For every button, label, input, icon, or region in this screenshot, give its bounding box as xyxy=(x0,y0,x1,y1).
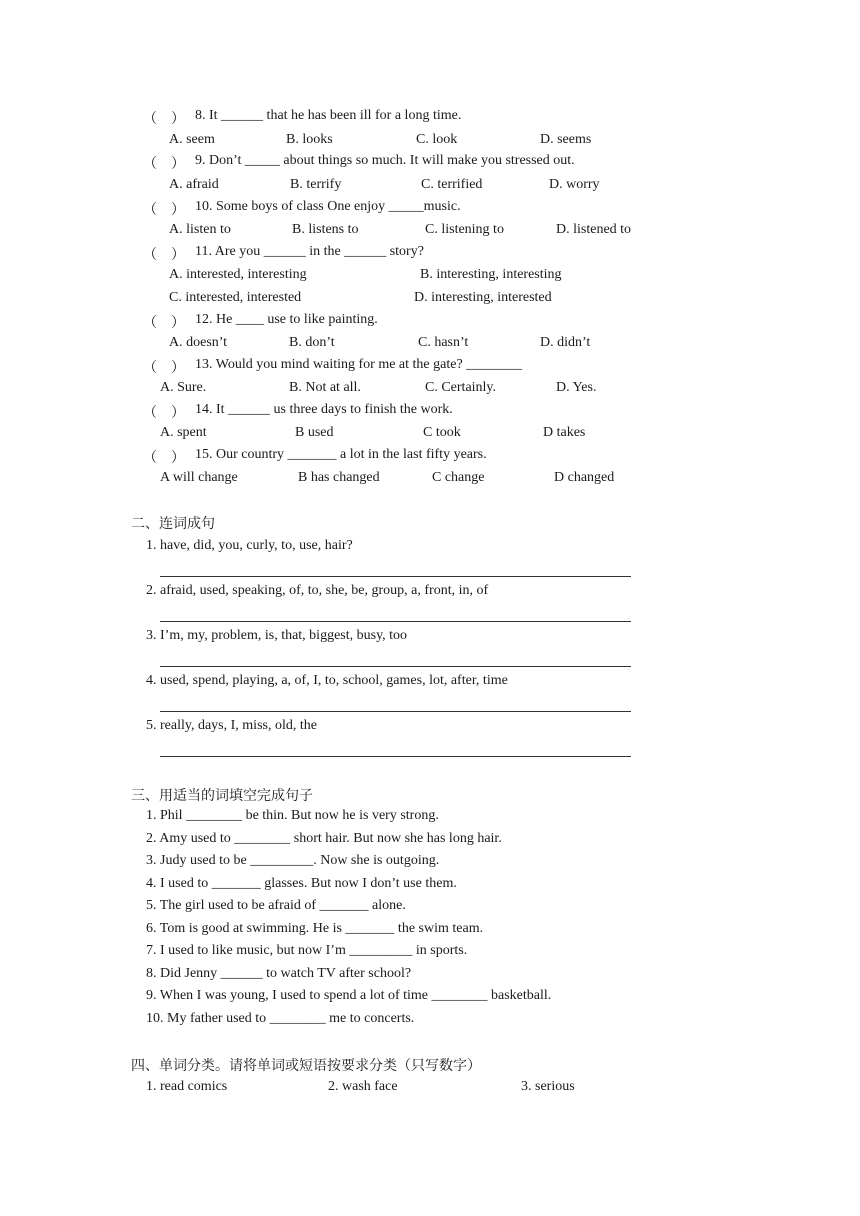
option-d[interactable]: D takes xyxy=(543,425,586,440)
option-a[interactable]: A. listen to xyxy=(169,222,231,237)
section-heading: 四、单词分类。请将单词或短语按要求分类（只写数字） xyxy=(131,1059,481,1074)
answer-line[interactable] xyxy=(160,576,631,577)
question-stem: 14. It ______ us three days to finish the work. xyxy=(195,402,453,417)
list-item: 8. Did Jenny ______ to watch TV after school? xyxy=(146,966,412,981)
option-d[interactable]: D. Yes. xyxy=(556,380,597,395)
option-d[interactable]: D changed xyxy=(554,470,615,485)
option-b[interactable]: B. terrify xyxy=(290,177,342,192)
option-a[interactable]: A. seem xyxy=(169,132,215,147)
list-item: 2. Amy used to ________ short hair. But now she has long hair. xyxy=(146,831,502,846)
answer-bracket[interactable]: （ ） xyxy=(143,316,185,331)
option-c[interactable]: C took xyxy=(423,425,461,440)
option-d[interactable]: D. seems xyxy=(540,132,592,147)
list-item: 1. Phil ________ be thin. But now he is very strong. xyxy=(146,808,439,823)
option-b[interactable]: B. Not at all. xyxy=(289,380,361,395)
option-b[interactable]: B. don’t xyxy=(289,335,335,350)
list-item: 5. really, days, I, miss, old, the xyxy=(146,718,317,733)
option-b[interactable]: B. listens to xyxy=(292,222,359,237)
question-stem: 8. It ______ that he has been ill for a long time. xyxy=(195,108,462,123)
answer-bracket[interactable]: （ ） xyxy=(143,406,185,421)
option-a[interactable]: A. Sure. xyxy=(160,380,207,395)
answer-line[interactable] xyxy=(160,621,631,622)
list-item: 6. Tom is good at swimming. He is _______ the swim team. xyxy=(146,921,484,936)
answer-bracket[interactable]: （ ） xyxy=(143,112,185,127)
answer-bracket[interactable]: （ ） xyxy=(143,361,185,376)
question-stem: 15. Our country _______ a lot in the last fifty years. xyxy=(195,447,487,462)
option-c[interactable]: C. listening to xyxy=(425,222,504,237)
list-item: 3. serious xyxy=(521,1079,575,1094)
question-stem: 10. Some boys of class One enjoy _____music. xyxy=(195,199,461,214)
option-c[interactable]: C. interested, interested xyxy=(169,290,302,305)
option-c[interactable]: C. Certainly. xyxy=(425,380,497,395)
option-c[interactable]: C. hasn’t xyxy=(418,335,469,350)
option-b[interactable]: B. interesting, interesting xyxy=(420,267,562,282)
option-c[interactable]: C change xyxy=(432,470,485,485)
option-a[interactable]: A. afraid xyxy=(169,177,219,192)
list-item: 9. When I was young, I used to spend a lot of time ________ basketball. xyxy=(146,988,552,1003)
list-item: 3. I’m, my, problem, is, that, biggest, busy, too xyxy=(146,628,408,643)
option-a[interactable]: A. doesn’t xyxy=(169,335,228,350)
list-item: 3. Judy used to be _________. Now she is outgoing. xyxy=(146,853,440,868)
option-b[interactable]: B has changed xyxy=(298,470,380,485)
option-d[interactable]: D. worry xyxy=(549,177,600,192)
option-d[interactable]: D. interesting, interested xyxy=(414,290,552,305)
list-item: 2. afraid, used, speaking, of, to, she, be, group, a, front, in, of xyxy=(146,583,489,598)
list-item: 5. The girl used to be afraid of _______ alone. xyxy=(146,898,406,913)
question-stem: 12. He ____ use to like painting. xyxy=(195,312,378,327)
question-stem: 9. Don’t _____ about things so much. It will make you stressed out. xyxy=(195,153,575,168)
question-stem: 11. Are you ______ in the ______ story? xyxy=(195,244,424,259)
section-heading: 三、用适当的词填空完成句子 xyxy=(131,789,313,804)
question-stem: 13. Would you mind waiting for me at the gate? ________ xyxy=(195,357,523,372)
option-a[interactable]: A. spent xyxy=(160,425,207,440)
answer-bracket[interactable]: （ ） xyxy=(143,157,185,172)
answer-bracket[interactable]: （ ） xyxy=(143,451,185,466)
option-d[interactable]: D. listened to xyxy=(556,222,632,237)
answer-bracket[interactable]: （ ） xyxy=(143,203,185,218)
option-b[interactable]: B used xyxy=(295,425,334,440)
list-item: 4. I used to _______ glasses. But now I don’t use them. xyxy=(146,876,457,891)
option-a[interactable]: A. interested, interesting xyxy=(169,267,307,282)
option-c[interactable]: C. terrified xyxy=(421,177,483,192)
list-item: 7. I used to like music, but now I’m _________ in sports. xyxy=(146,943,468,958)
list-item: 1. have, did, you, curly, to, use, hair? xyxy=(146,538,353,553)
list-item: 4. used, spend, playing, a, of, I, to, school, games, lot, after, time xyxy=(146,673,508,688)
list-item: 2. wash face xyxy=(328,1079,398,1094)
section-heading: 二、连词成句 xyxy=(131,517,215,532)
list-item: 10. My father used to ________ me to concerts. xyxy=(146,1011,415,1026)
answer-line[interactable] xyxy=(160,711,631,712)
answer-line[interactable] xyxy=(160,666,631,667)
option-c[interactable]: C. look xyxy=(416,132,458,147)
option-a[interactable]: A will change xyxy=(160,470,238,485)
option-d[interactable]: D. didn’t xyxy=(540,335,591,350)
option-b[interactable]: B. looks xyxy=(286,132,333,147)
list-item: 1. read comics xyxy=(146,1079,228,1094)
answer-line[interactable] xyxy=(160,756,631,757)
answer-bracket[interactable]: （ ） xyxy=(143,248,185,263)
